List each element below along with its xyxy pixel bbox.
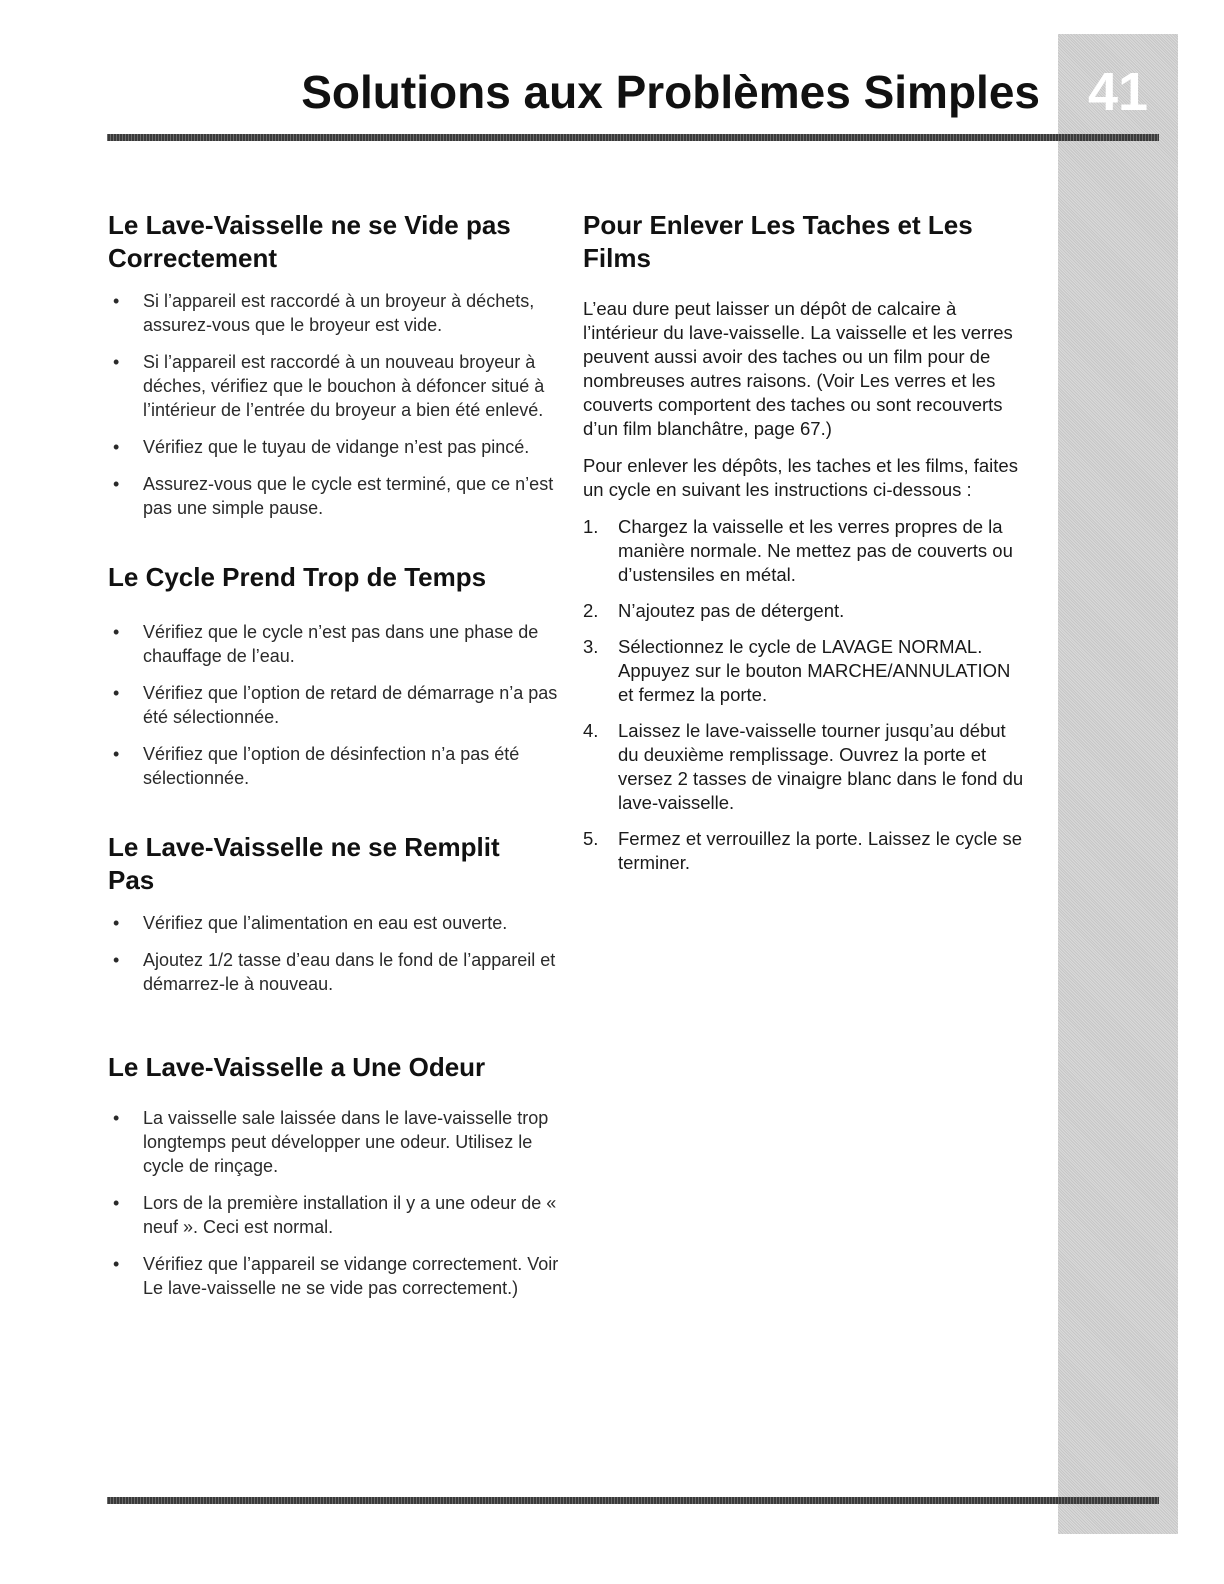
- bullet: •: [113, 744, 120, 764]
- page-number: 41: [1087, 62, 1149, 122]
- bullet: •: [113, 683, 120, 703]
- step-text: Sélectionnez le cycle de LAVAGE NORMAL. Appuyez sur le bouton MARCHE/ANNULATION et fermez la porte.: [618, 636, 1011, 705]
- left-column: [108, 209, 560, 1313]
- bullet: •: [113, 1193, 120, 1213]
- steps-list: [583, 515, 1028, 875]
- step-number: 1.: [583, 516, 599, 537]
- section-cycle-time: [108, 561, 560, 790]
- section-fill: [108, 831, 560, 996]
- list-item: [583, 827, 1028, 875]
- body-paragraph: L’eau dure peut laisser un dépôt de calcaire à l’intérieur du lave-vaisselle. La vaisselle et les verres peuvent aussi avoir des taches ou un film pour de nombreuses autres raisons. (Voir Les verres et les couverts comportent des taches ou sont recouverts d’un film blanchâtre, page 67.): [583, 298, 1013, 439]
- list-item-text: Ajoutez 1/2 tasse d’eau dans le fond de l’appareil et démarrez-le à nouveau.: [143, 950, 556, 994]
- spacer: [108, 533, 560, 561]
- section-title: Le Lave-Vaisselle ne se Vide pas Correctement: [108, 210, 511, 273]
- section-title: Pour Enlever Les Taches et Les Films: [583, 210, 973, 273]
- spacer: [108, 803, 560, 831]
- list-item: [108, 620, 560, 668]
- list-item: [108, 911, 560, 935]
- list-item: [108, 742, 560, 790]
- spacer: [108, 1009, 560, 1051]
- list-item-text: Vérifiez que l’option de désinfection n’a pas été sélectionnée.: [143, 744, 520, 788]
- list-item-text: Vérifiez que l’appareil se vidange correctement. Voir Le lave-vaisselle ne se vide pas correctement.): [143, 1254, 559, 1298]
- list-item-text: La vaisselle sale laissée dans le lave-vaisselle trop longtemps peut développer une odeur. Utilisez le cycle de rinçage.: [143, 1108, 549, 1176]
- bullet: •: [113, 437, 120, 457]
- bullet-list: [108, 1106, 560, 1300]
- page-side-tab: [1058, 34, 1178, 1534]
- page-title: Solutions aux Problèmes Simples: [301, 66, 1040, 118]
- step-number: 4.: [583, 720, 599, 741]
- body-paragraph: Pour enlever les dépôts, les taches et les films, faites un cycle en suivant les instructions ci-dessous :: [583, 455, 1018, 500]
- list-item: [583, 719, 1028, 815]
- bullet: •: [113, 622, 120, 642]
- step-number: 5.: [583, 828, 599, 849]
- list-item: [108, 350, 560, 422]
- step-text: N’ajoutez pas de détergent.: [618, 600, 845, 621]
- bullet: •: [113, 913, 120, 933]
- section-odor: [108, 1051, 560, 1300]
- list-item: [583, 599, 1028, 623]
- right-column: [583, 209, 1028, 887]
- section-title: Le Lave-Vaisselle ne se Remplit Pas: [108, 832, 500, 895]
- list-item: [108, 289, 560, 337]
- list-item-text: Vérifiez que l’option de retard de démarrage n’a pas été sélectionnée.: [143, 683, 558, 727]
- list-item: [583, 515, 1028, 587]
- list-item-text: Vérifiez que le tuyau de vidange n’est pas pincé.: [143, 437, 530, 457]
- header-rule: [107, 134, 1159, 141]
- list-item: [108, 1252, 560, 1300]
- list-item: [108, 435, 560, 459]
- bullet-list: [108, 289, 560, 520]
- bullet: •: [113, 950, 120, 970]
- bullet: •: [113, 1108, 120, 1128]
- section-title: Le Lave-Vaisselle a Une Odeur: [108, 1052, 486, 1082]
- step-text: Chargez la vaisselle et les verres propres de la manière normale. Ne mettez pas de couverts ou d’ustensiles en métal.: [618, 516, 1013, 585]
- list-item-text: Assurez-vous que le cycle est terminé, que ce n’est pas une simple pause.: [143, 474, 554, 518]
- bullet: •: [113, 352, 120, 372]
- list-item-text: Vérifiez que le cycle n’est pas dans une phase de chauffage de l’eau.: [143, 622, 539, 666]
- list-item-text: Si l’appareil est raccordé à un nouveau broyeur à déches, vérifiez que le bouchon à défoncer situé à l’intérieur de l’entrée du broyeur a bien été enlevé.: [143, 352, 545, 420]
- list-item-text: Si l’appareil est raccordé à un broyeur à déchets, assurez-vous que le broyeur est vide.: [143, 291, 535, 335]
- step-number: 2.: [583, 600, 599, 621]
- list-item-text: Lors de la première installation il y a une odeur de « neuf ». Ceci est normal.: [143, 1193, 557, 1237]
- bullet: •: [113, 1254, 120, 1274]
- bullet: •: [113, 474, 120, 494]
- footer-rule: [107, 1497, 1159, 1504]
- list-item: [108, 681, 560, 729]
- list-item: [583, 635, 1028, 707]
- bullet-list: [108, 620, 560, 790]
- section-title: Le Cycle Prend Trop de Temps: [108, 562, 487, 592]
- list-item-text: Vérifiez que l’alimentation en eau est ouverte.: [143, 913, 508, 933]
- list-item: [108, 472, 560, 520]
- list-item: [108, 948, 560, 996]
- section-drain: [108, 209, 560, 520]
- list-item: [108, 1191, 560, 1239]
- step-text: Fermez et verrouillez la porte. Laissez le cycle se terminer.: [618, 828, 1023, 873]
- list-item: [108, 1106, 560, 1178]
- bullet-list: [108, 911, 560, 996]
- step-number: 3.: [583, 636, 599, 657]
- step-text: Laissez le lave-vaisselle tourner jusqu’au début du deuxième remplissage. Ouvrez la porte et versez 2 tasses de vinaigre blanc dans le fond du lave-vaisselle.: [618, 720, 1024, 813]
- bullet: •: [113, 291, 120, 311]
